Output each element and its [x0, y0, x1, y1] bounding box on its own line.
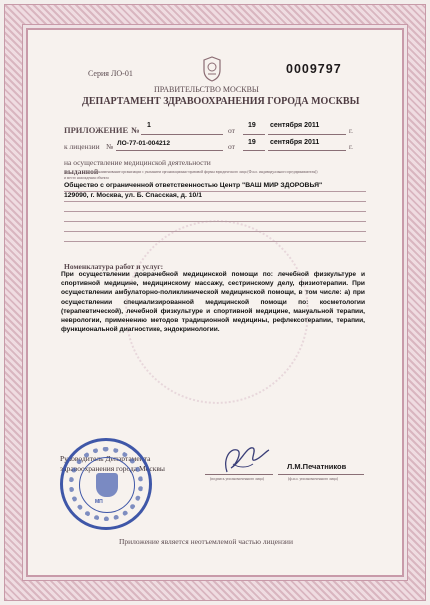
license-no-sign: № [106, 142, 114, 151]
license-day: 19 [248, 139, 256, 146]
appendix-number: 1 [147, 122, 151, 129]
license-number: ЛО-77-01-004212 [117, 140, 171, 147]
official-stamp [60, 438, 152, 530]
appendix-day: 19 [248, 122, 256, 129]
appendix-label: ПРИЛОЖЕНИЕ [64, 125, 129, 135]
coat-of-arms-icon [200, 56, 224, 82]
stamp-emblem-icon [96, 473, 118, 497]
name-note: (ф.и.о. уполномоченного лица) [288, 477, 338, 481]
appendix-no-sign: № [131, 125, 140, 135]
appendix-year-suffix: г. [349, 127, 353, 135]
government-title: ПРАВИТЕЛЬСТВО МОСКВЫ [154, 85, 259, 94]
signer-role-line1: Руководитель Департамента [60, 454, 151, 463]
signer-role-line2: здравоохранения города Москвы [60, 464, 165, 473]
signature-note: (подпись уполномоченного лица) [210, 477, 264, 481]
issued-note: (наименование организации с указанием организационно-правовой формы юридического лица (Ф.и.о. индивидуального предпринимателя)) [97, 170, 318, 174]
license-label: к лицензии [64, 142, 100, 151]
series-label: Серия ЛО-01 [88, 69, 133, 78]
stamp-label: МП [95, 499, 103, 505]
appendix-from: от [228, 126, 235, 135]
location-note: и место нахождения объекта [64, 176, 109, 180]
signer-name: Л.М.Печатников [287, 462, 347, 471]
organization-name: Общество с ограниченной ответственностью Центр "ВАШ МИР ЗДОРОВЬЯ" [64, 182, 323, 189]
handwritten-signature [213, 438, 273, 478]
services-heading: Номенклатура работ и услуг: [64, 262, 164, 271]
services-text: При осуществлении доврачебной медицинской помощи по: лечебной физкультуре и спортивной медицине, медицинскому массажу, сестринскому делу, физиотерапии. При осуществлении амбулаторно-поликлинической медицинской помощи, в том числе: а) при осуществлении специализированной медицинской помощи по: косметологии (терапевтической), лечебной физкультуре и спортивной медицине, мануальной терапии, неврологии, применению методов традиционной медицины, рефлексотерапии, терапии, функциональной диагностике, эндокринологии. [61, 271, 365, 334]
issued-label: выданной [64, 167, 99, 176]
activity-line: на осуществление медицинской деятельности [64, 158, 211, 167]
license-from: от [228, 142, 235, 151]
organization-address: 129090, г. Москва, ул. Б. Спасская, д. 10/1 [64, 192, 202, 199]
license-year-suffix: г. [349, 143, 353, 151]
appendix-date: сентября 2011 [270, 122, 320, 129]
form-number: 0009797 [286, 62, 342, 76]
license-date: сентября 2011 [270, 139, 320, 146]
footer-note: Приложение является неотъемлемой частью лицензии [119, 537, 293, 546]
department-title: ДЕПАРТАМЕНТ ЗДРАВООХРАНЕНИЯ ГОРОДА МОСКВЫ [82, 96, 360, 107]
